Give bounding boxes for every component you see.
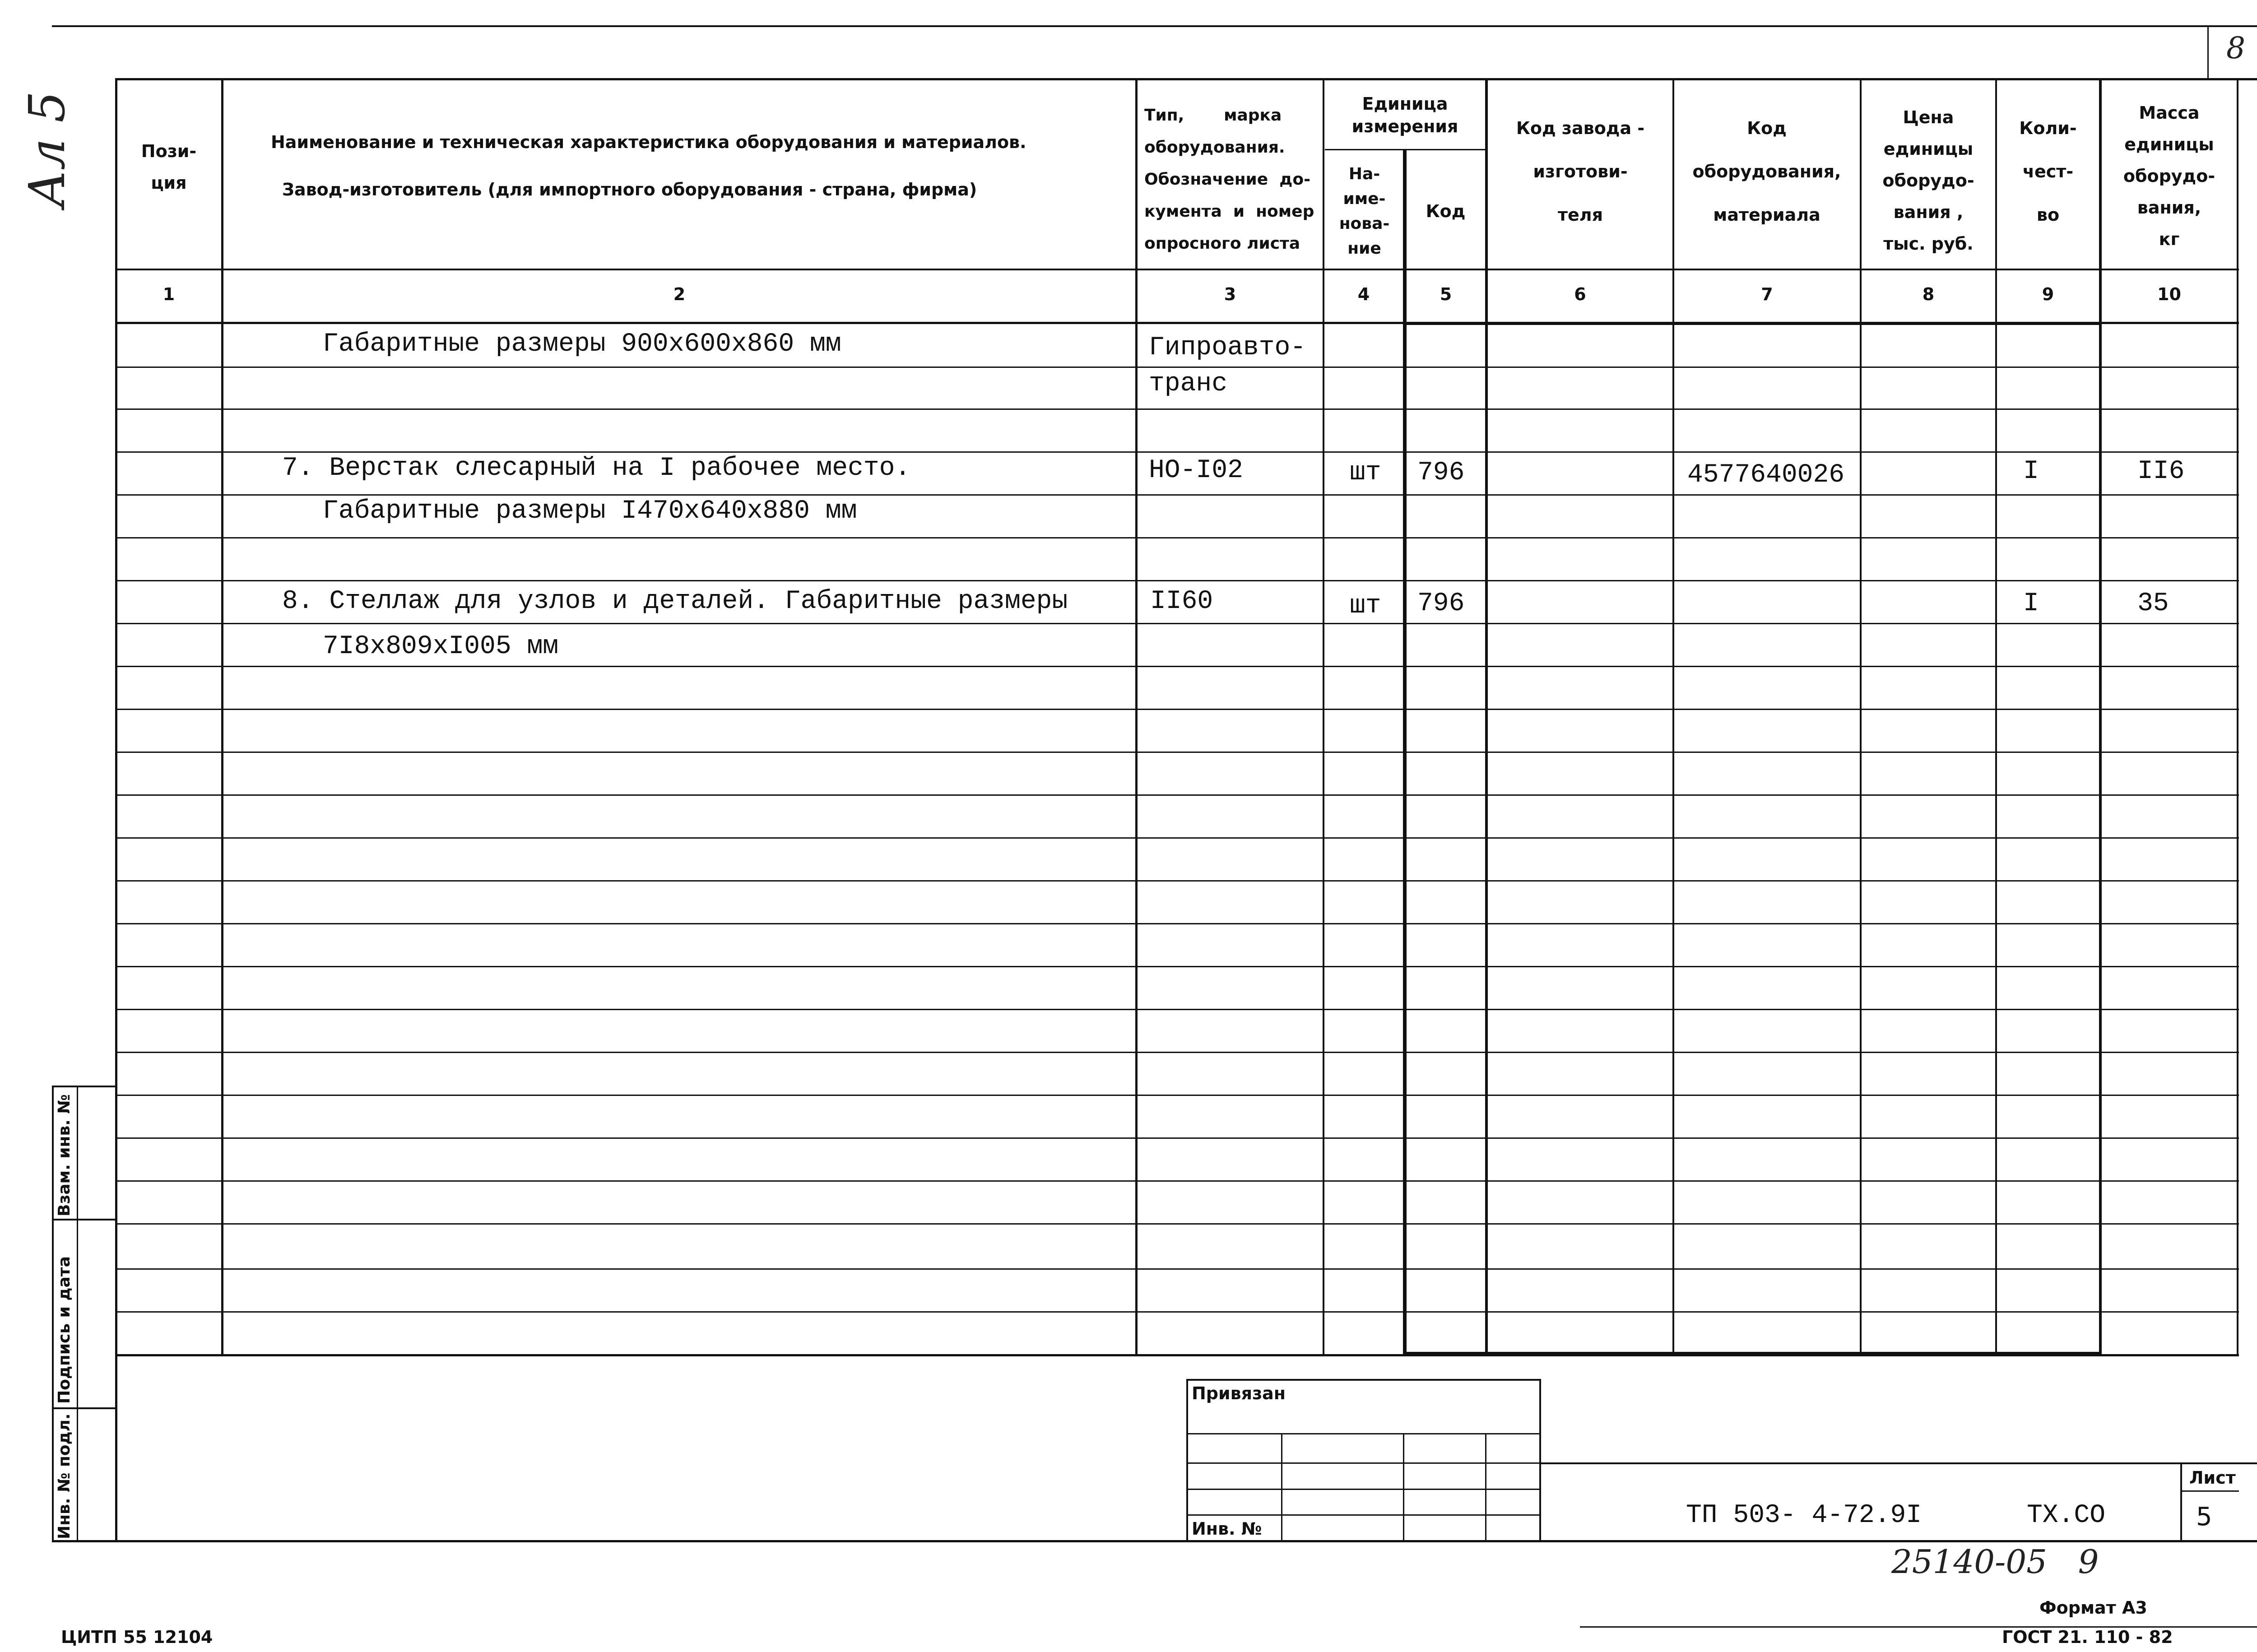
row4-unit: шт: [1350, 458, 1381, 487]
handwritten-registration-number: 25140-05 9: [1891, 1543, 2099, 1581]
column-number: 6: [1574, 284, 1586, 304]
gost-label: ГОСТ 21. 110 - 82: [2002, 1627, 2173, 1647]
column-number: 7: [1761, 284, 1773, 304]
row7-name: 8. Стеллаж для узлов и деталей. Габаритные размеры: [282, 587, 1068, 616]
header-unit-group: Единица измерения: [1351, 94, 1458, 136]
document-mark: ТХ.СО: [2027, 1501, 2106, 1530]
header-name-line1: Наименование и техническая характеристика оборудования и материалов.: [271, 132, 1026, 152]
citp-label: ЦИТП 55 12104: [61, 1627, 213, 1647]
header-price: Цена единицы оборудо- вания , тыс. руб.: [1882, 107, 1974, 254]
column-number: 2: [673, 284, 686, 304]
header-position: Пози- ция: [141, 141, 197, 193]
header-type: Тип, марка оборудования. Обозначение до- кумента и номер опросного листа: [1144, 106, 1314, 253]
header-mass: Масса единицы оборудо- вания, кг: [2123, 103, 2215, 249]
column-number: 3: [1224, 284, 1236, 304]
header-name-line2: Завод-изготовитель (для импортного оборудования - страна, фирма): [282, 180, 977, 200]
row1-name: Габаритные размеры 900х600х860 мм: [323, 329, 841, 359]
header-equipment-code: Код оборудования, материала: [1692, 118, 1841, 225]
sheet-label: Лист: [2189, 1468, 2236, 1488]
header-quantity: Коли- чест- во: [2019, 118, 2077, 225]
row7-code: 796: [1417, 589, 1465, 618]
row7-mass: 35: [2137, 589, 2169, 618]
format-label: Формат А3: [2039, 1598, 2147, 1618]
row5-name: Габаритные размеры I470х640х880 мм: [323, 497, 857, 526]
stamp-original-inventory: Инв. № подл.: [55, 1413, 74, 1539]
row4-equipment-code: 4577640026: [1687, 460, 1845, 490]
sheet-corner-number: 8: [2226, 31, 2245, 65]
row7-quantity: I: [2023, 589, 2039, 618]
sheet-number: 5: [2196, 1502, 2212, 1531]
stamp-signature-date: Подпись и дата: [55, 1256, 74, 1404]
column-number: 8: [1922, 284, 1935, 304]
row7-type: II60: [1150, 587, 1213, 616]
row7-unit: шт: [1350, 591, 1381, 621]
header-factory-code: Код завода - изготови- теля: [1516, 118, 1645, 225]
row4-type: НО-I02: [1149, 456, 1243, 485]
column-number: 9: [2042, 284, 2054, 304]
side-handwritten-mark: Ал 5: [18, 91, 76, 208]
row4-name: 7. Верстак слесарный на I рабочее место.: [282, 454, 911, 483]
tied-to-label: Привязан: [1192, 1383, 1286, 1403]
row4-code: 796: [1417, 458, 1465, 487]
row4-quantity: I: [2023, 457, 2039, 486]
stamp-replacement-inventory: Взам. инв. №: [55, 1094, 74, 1216]
column-number: 4: [1357, 284, 1370, 304]
header-unit-code: Код: [1426, 201, 1466, 221]
column-number: 10: [2157, 284, 2181, 304]
row2-type: транс: [1149, 369, 1228, 399]
header-unit-name: На- име- нова- ние: [1339, 164, 1390, 258]
column-number: 1: [163, 284, 175, 304]
document-number: ТП 503- 4-72.9I: [1686, 1501, 1922, 1530]
row8-name: 7I8х809хI005 мм: [323, 632, 559, 661]
column-number: 5: [1440, 284, 1452, 304]
row1-type: Гипроавто-: [1149, 333, 1306, 362]
row4-mass: II6: [2137, 457, 2185, 486]
inventory-number-label: Инв. №: [1192, 1519, 1262, 1539]
